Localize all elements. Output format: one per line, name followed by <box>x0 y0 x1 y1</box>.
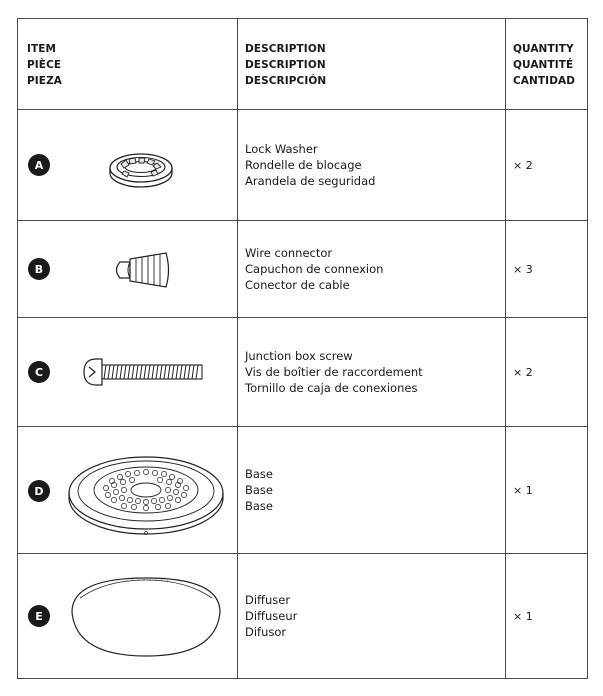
description-fr: Vis de boîtier de raccordement <box>245 365 423 379</box>
item-header <box>18 19 237 109</box>
table-row <box>18 553 587 678</box>
quantity-cell <box>506 110 588 220</box>
item-letter-badge: E <box>28 605 50 627</box>
quantity-value: × 1 <box>513 609 533 623</box>
description-header-en: DESCRIPTION <box>245 43 326 55</box>
lock-washer-icon <box>106 140 176 188</box>
diffuser-icon <box>66 572 226 660</box>
description-en: Lock Washer <box>245 142 318 156</box>
description-header <box>238 19 505 109</box>
quantity-header-fr: QUANTITÉ <box>513 59 574 71</box>
item-cell <box>18 318 237 426</box>
junction-box-screw-icon <box>82 356 206 388</box>
quantity-header-en: QUANTITY <box>513 43 574 55</box>
item-cell <box>18 554 237 678</box>
description-cell <box>238 221 505 317</box>
item-letter-badge: D <box>28 480 50 502</box>
quantity-value: × 1 <box>513 483 533 497</box>
description-cell <box>238 318 505 426</box>
quantity-header-es: CANTIDAD <box>513 75 576 87</box>
quantity-cell <box>506 221 588 317</box>
item-header-fr: PIÈCE <box>27 59 62 71</box>
description-header-fr: DESCRIPTION <box>245 59 326 71</box>
quantity-value: × 2 <box>513 365 533 379</box>
description-es: Base <box>245 499 274 513</box>
description-es: Arandela de seguridad <box>245 174 376 188</box>
item-cell <box>18 110 237 220</box>
quantity-cell <box>506 554 588 678</box>
description-cell <box>238 554 505 678</box>
quantity-header <box>506 19 588 109</box>
description-en: Wire connector <box>245 246 333 260</box>
item-letter-badge: A <box>28 154 50 176</box>
item-cell <box>18 221 237 317</box>
item-cell <box>18 427 237 553</box>
wire-connector-icon <box>110 248 172 292</box>
quantity-value: × 3 <box>513 262 533 276</box>
quantity-value: × 2 <box>513 158 533 172</box>
quantity-cell <box>506 318 588 426</box>
description-header-es: DESCRIPCIÓN <box>245 75 327 87</box>
table-row <box>18 220 587 317</box>
description-en: Junction box screw <box>245 349 353 363</box>
description-cell <box>238 110 505 220</box>
table-row <box>18 317 587 426</box>
description-fr: Rondelle de blocage <box>245 158 362 172</box>
description-es: Conector de cable <box>245 278 350 292</box>
table-header-row <box>18 19 587 109</box>
item-header-es: PIEZA <box>27 75 63 87</box>
description-fr: Base <box>245 483 274 497</box>
table-row <box>18 109 587 220</box>
item-letter-badge: C <box>28 361 50 383</box>
description-fr: Capuchon de connexion <box>245 262 384 276</box>
description-en: Base <box>245 467 274 481</box>
quantity-cell <box>506 427 588 553</box>
item-header-en: ITEM <box>27 43 57 55</box>
description-cell <box>238 427 505 553</box>
description-es: Difusor <box>245 625 287 639</box>
item-letter-badge: B <box>28 258 50 280</box>
description-es: Tornillo de caja de conexiones <box>245 381 418 395</box>
base-icon <box>66 445 226 537</box>
description-en: Diffuser <box>245 593 291 607</box>
description-fr: Diffuseur <box>245 609 298 623</box>
table-row <box>18 426 587 553</box>
parts-table <box>17 18 588 679</box>
